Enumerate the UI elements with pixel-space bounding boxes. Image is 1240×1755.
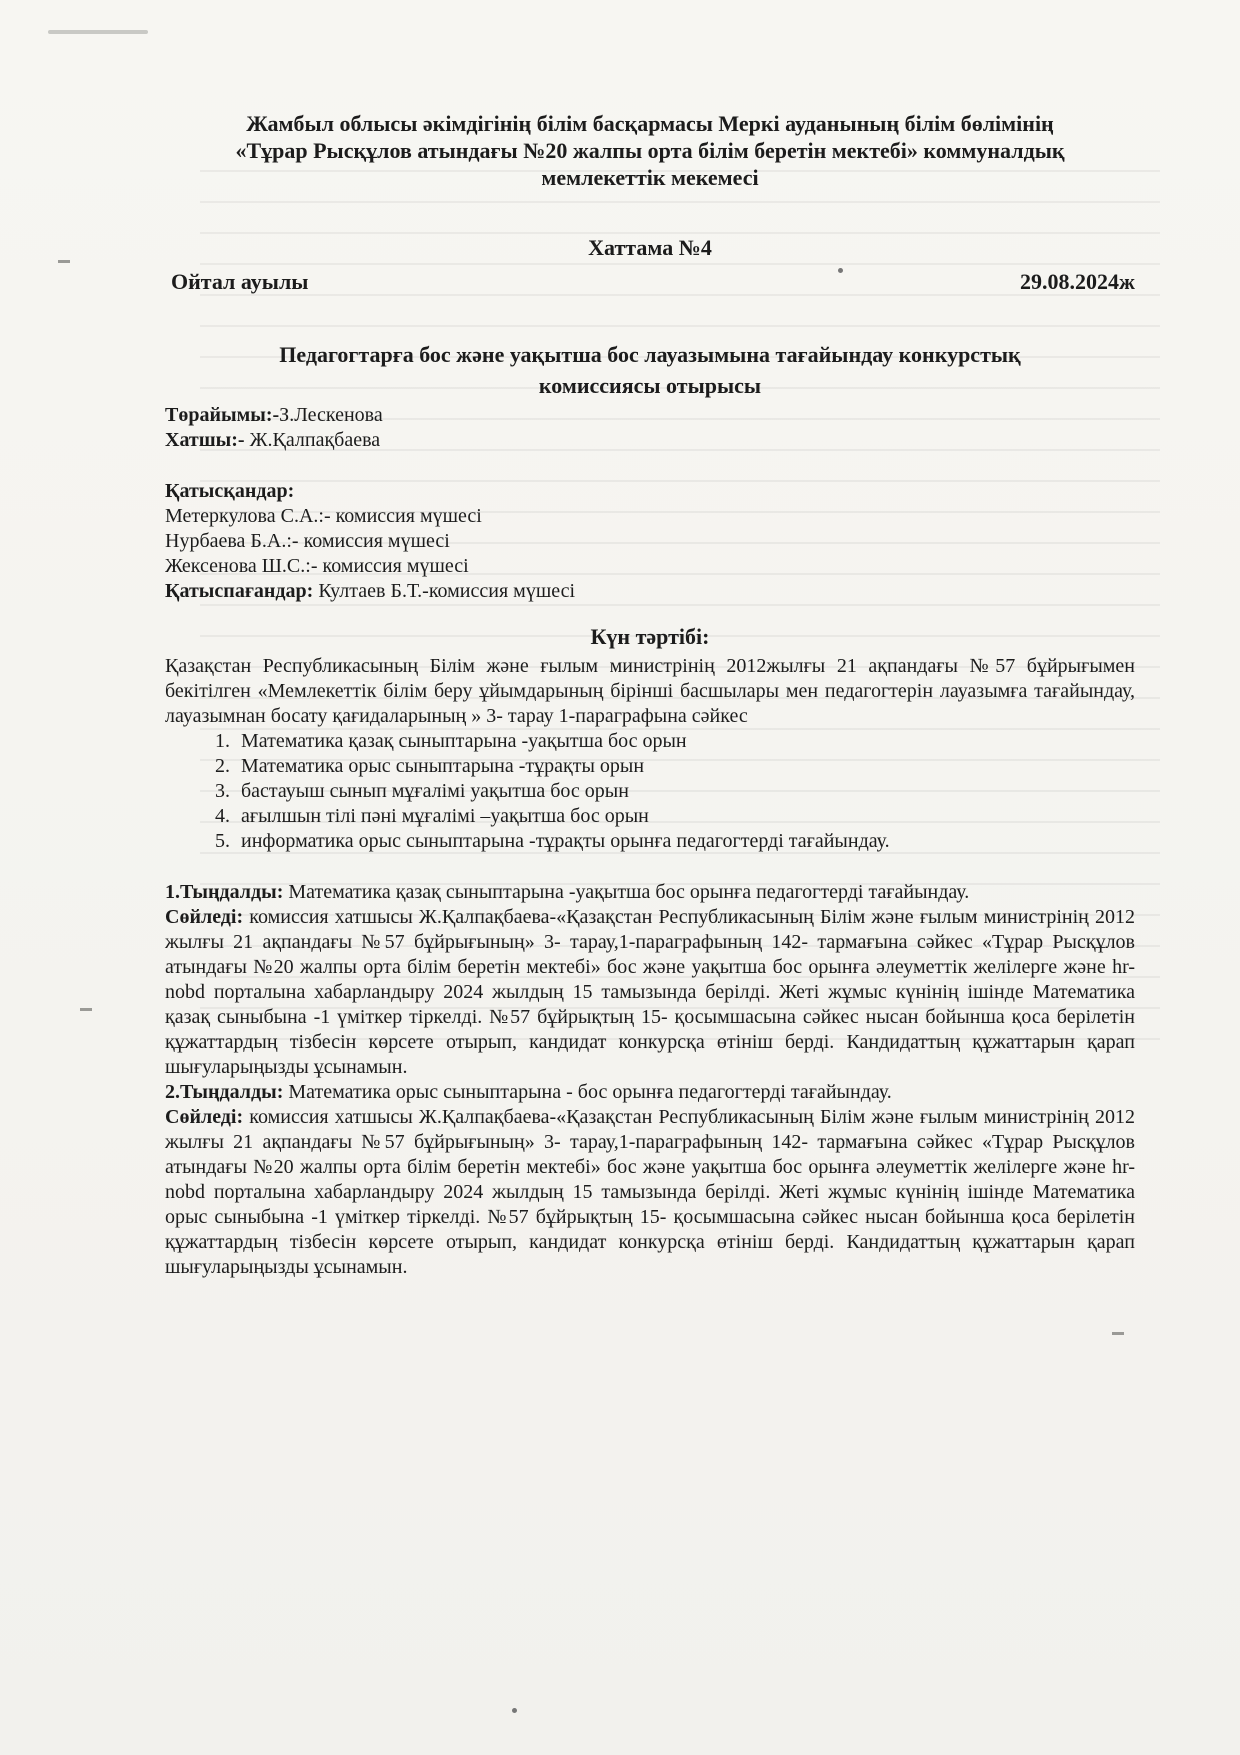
attendees-label: Қатысқандар: <box>165 480 295 502</box>
section2-spoke <box>165 1105 1135 1280</box>
agenda-intro: Қазақстан Республикасының Білім және ғылым министрінің 2012жылғы 21 ақпандағы №57 бұйрығымен бекітілген «Мемлекеттік білім беру ұйымдарының бірінші басшылары мен педагогтерін лауазымға тағайындау, лауазымнан босату қағидаларының » 3- тарау 1-параграфына сәйкес <box>165 655 1135 727</box>
section2-heard <box>165 1080 1135 1105</box>
attendee-item: Метеркулова С.А.:- комиссия мүшесі <box>165 505 482 527</box>
heard-label: 1.Тыңдалды: <box>165 881 284 903</box>
agenda-item: 2. Математика орыс сыныптарына -тұрақты орын <box>235 754 1135 779</box>
document-body <box>165 110 1135 1280</box>
date: 29.08.2024ж <box>1020 269 1135 294</box>
attendee-item: Нурбаева Б.А.:- комиссия мүшесі <box>165 530 450 552</box>
subject-line: Педагогтарға бос және уақытша бос лауазымына тағайындау конкурстық <box>279 342 1021 367</box>
agenda-item: 1. Математика қазақ сыныптарына -уақытша бос орын <box>235 729 1135 754</box>
scan-tick <box>1112 1332 1124 1335</box>
chair-value: З.Лескенова <box>279 404 383 426</box>
protocol-title: Хаттама №4 <box>588 235 712 260</box>
section1-spoke <box>165 905 1135 1080</box>
secretary-label: Хатшы:- <box>165 429 245 451</box>
absent-value: Култаев Б.Т.-комиссия мүшесі <box>313 580 576 602</box>
scan-tick <box>80 1008 92 1011</box>
meeting-subject <box>165 339 1135 401</box>
header-line: Жамбыл облысы әкімдігінің білім басқармасы Меркі ауданының білім бөлімінің <box>246 111 1054 136</box>
subject-line: комиссиясы отырысы <box>538 373 762 398</box>
section1-heard <box>165 880 1135 905</box>
heard-label: 2.Тыңдалды: <box>165 1081 284 1103</box>
absent-label: Қатыспағандар: <box>165 580 314 602</box>
agenda-item: 4. ағылшын тілі пәні мұғалімі –уақытша бос орын <box>235 804 1135 829</box>
scan-dot <box>512 1708 517 1713</box>
agenda-item: 3. бастауыш сынып мұғалімі уақытша бос орын <box>235 779 1135 804</box>
absent-line <box>165 579 1135 604</box>
agenda-list <box>165 729 1135 854</box>
heard-text: Математика орыс сыныптарына - бос орынға педагогтерді тағайындау. <box>283 1081 892 1103</box>
place: Ойтал ауылы <box>171 269 309 294</box>
header-line: мемлекеттік мекемесі <box>541 165 759 190</box>
spoke-label: Сөйледі: <box>165 1106 244 1128</box>
secretary-line <box>165 428 1135 453</box>
scan-tick <box>58 260 70 263</box>
chair-line <box>165 403 1135 428</box>
attendee-item: Жексенова Ш.С.:- комиссия мүшесі <box>165 555 469 577</box>
spoke-text: комиссия хатшысы Ж.Қалпақбаева-«Қазақстан Республикасының Білім және ғылым министрінің 2012 жылғы 21 ақпандағы №57 бұйрығының» 3- тарау,1-параграфының 142- тармағына сәйкес «Тұрар Рысқұлов атындағы №20 жалпы орта білім беретін мектебі» бос және уақытша бос орынға әлеуметтік желілерге және hr-nobd порталына хабарландыру 2024 жылдың 15 тамызында берілді. Жеті жұмыс күнінің ішінде Математика орыс сыныбына -1 үміткер тіркелді. №57 бұйрықтың 15- қосымшасына сәйкес нысан бойынша қоса берілетін құжаттардың тізбесін көрсете отырып, кандидат конкурсқа өтініш берді. Кандидаттың құжаттарын қарап шығуларыңызды ұсынамын. <box>165 1106 1135 1278</box>
spoke-label: Сөйледі: <box>165 906 244 928</box>
scan-mark <box>48 30 148 34</box>
agenda-title: Күн тәртібі: <box>590 624 710 649</box>
agenda-item: 5. информатика орыс сыныптарына -тұрақты орынға педагогтерді тағайындау. <box>235 829 1135 854</box>
document-header <box>165 110 1135 191</box>
secretary-value: Ж.Қалпақбаева <box>244 429 381 451</box>
chair-label: Төрайымы:- <box>165 404 280 426</box>
header-line: «Тұрар Рысқұлов атындағы №20 жалпы орта білім беретін мектебі» коммуналдық <box>235 138 1065 163</box>
place-date-row <box>165 269 1135 299</box>
heard-text: Математика қазақ сыныптарына -уақытша бос орынға педагогтерді тағайындау. <box>283 881 970 903</box>
spoke-text: комиссия хатшысы Ж.Қалпақбаева-«Қазақстан Республикасының Білім және ғылым министрінің 2012 жылғы 21 ақпандағы №57 бұйрығының» 3- тарау,1-параграфының 142- тармағына сәйкес «Тұрар Рысқұлов атындағы №20 жалпы орта білім беретін мектебі» бос және уақытша бос орынға әлеуметтік желілерге және hr-nobd порталына хабарландыру 2024 жылдың 15 тамызында берілді. Жеті жұмыс күнінің ішінде Математика қазақ сыныбына -1 үміткер тіркелді. №57 бұйрықтың 15- қосымшасына сәйкес нысан бойынша қоса берілетін құжаттардың тізбесін көрсете отырып, кандидат конкурсқа өтініш берді. Кандидаттың құжаттарын қарап шығуларыңызды ұсынамын. <box>165 906 1135 1078</box>
